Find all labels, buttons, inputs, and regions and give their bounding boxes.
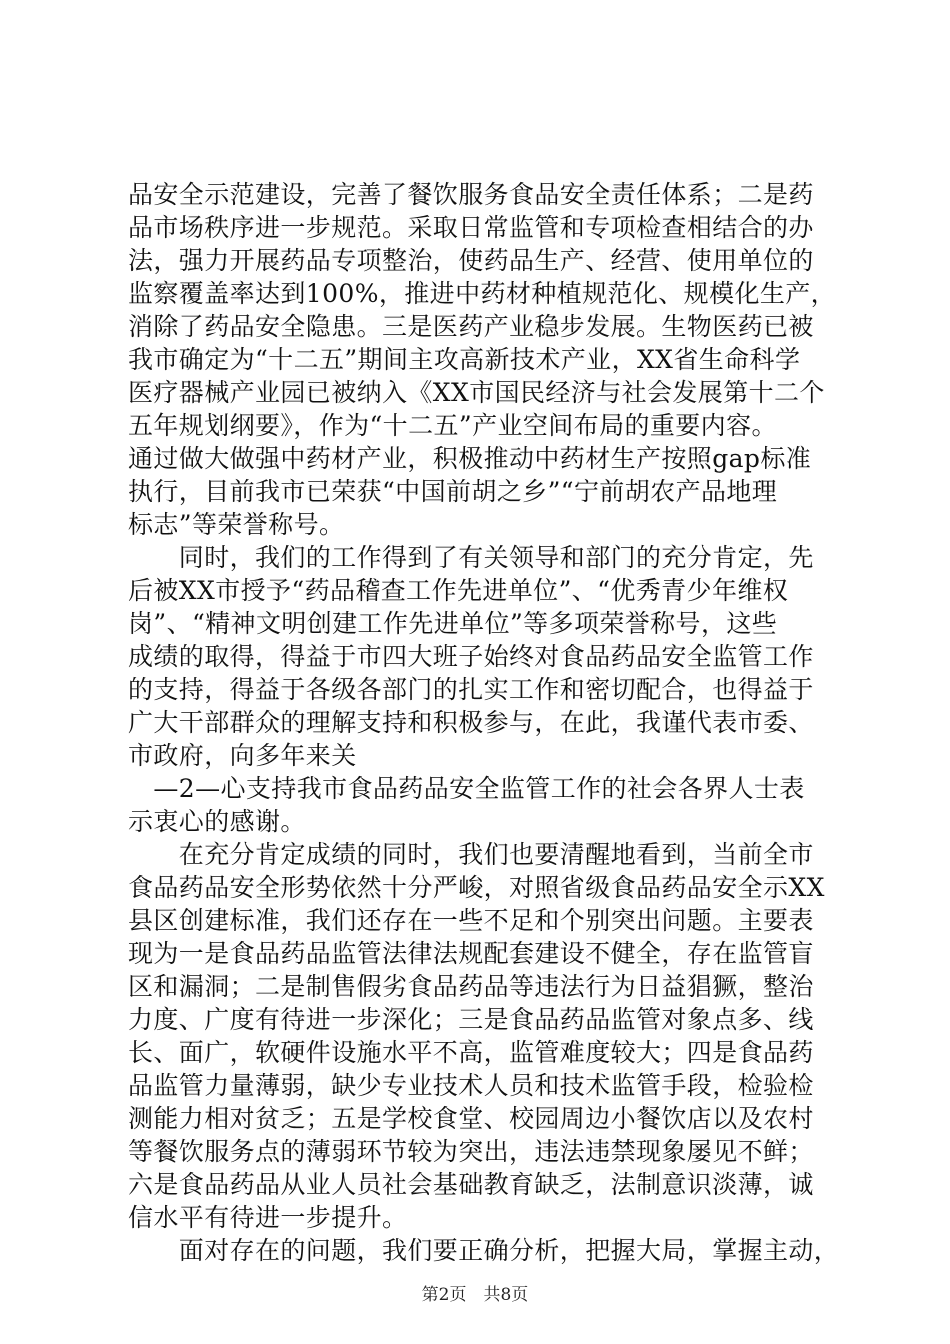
text-line: 消除了药品安全隐患。三是医药产业稳步发展。生物医药已被 bbox=[128, 312, 814, 341]
text-line: 现为一是食品药品监管法律法规配套建设不健全，存在监管盲 bbox=[128, 939, 814, 968]
text-line: 品市场秩序进一步规范。采取日常监管和专项检查相结合的办 bbox=[128, 213, 814, 242]
text-line: 力度、广度有待进一步深化；三是食品药品监管对象点多、线 bbox=[128, 1005, 814, 1034]
text-line: 面对存在的问题，我们要正确分析，把握大局，掌握主动， bbox=[128, 1236, 840, 1265]
text-line: 广大干部群众的理解支持和积极参与，在此，我谨代表市委、 bbox=[128, 708, 814, 737]
text-line: —2—心支持我市食品药品安全监管工作的社会各界人士表 bbox=[128, 774, 805, 803]
text-line: 执行，目前我市已荣获“中国前胡之乡”“宁前胡农产品地理 bbox=[128, 477, 778, 506]
text-line: 同时，我们的工作得到了有关领导和部门的充分肯定，先 bbox=[128, 543, 814, 572]
text-line: 医疗器械产业园已被纳入《XX市国民经济与社会发展第十二个 bbox=[128, 378, 825, 407]
text-line: 标志”等荣誉称号。 bbox=[128, 510, 345, 539]
text-line: 品监管力量薄弱，缺少专业技术人员和技术监管手段，检验检 bbox=[128, 1071, 814, 1100]
text-line: 示衷心的感谢。 bbox=[128, 807, 306, 836]
text-line: 成绩的取得，得益于市四大班子始终对食品药品安全监管工作 bbox=[128, 642, 814, 671]
text-line: 品安全示范建设，完善了餐饮服务食品安全责任体系；二是药 bbox=[128, 180, 814, 209]
text-line: 岗”、“精神文明创建工作先进单位”等多项荣誉称号，这些 bbox=[128, 609, 778, 638]
text-line: 五年规划纲要》，作为“十二五”产业空间布局的重要内容。 bbox=[128, 411, 777, 440]
text-line: 食品药品安全形势依然十分严峻，对照省级食品药品安全示XX bbox=[128, 873, 825, 902]
text-line: 区和漏洞；二是制售假劣食品药品等违法行为日益猖獗，整治 bbox=[128, 972, 814, 1001]
text-line: 县区创建标准，我们还存在一些不足和个别突出问题。主要表 bbox=[128, 906, 814, 935]
text-line: 长、面广，软硬件设施水平不高，监管难度较大；四是食品药 bbox=[128, 1038, 814, 1067]
text-line: 等餐饮服务点的薄弱环节较为突出，违法违禁现象屡见不鲜； bbox=[128, 1137, 814, 1166]
page-number-footer: 第2页 共8页 bbox=[421, 1285, 529, 1305]
text-line: 信水平有待进一步提升。 bbox=[128, 1203, 408, 1232]
text-line: 六是食品药品从业人员社会基础教育缺乏，法制意识淡薄，诚 bbox=[128, 1170, 814, 1199]
text-line: 市政府，向多年来关 bbox=[128, 741, 357, 770]
text-line: 监察覆盖率达到100%，推进中药材种植规范化、规模化生产， bbox=[128, 279, 837, 308]
text-line: 后被XX市授予“药品稽查工作先进单位”、“优秀青少年维权 bbox=[128, 576, 789, 605]
document-body bbox=[128, 178, 840, 1267]
text-line: 我市确定为“十二五”期间主攻高新技术产业，XX省生命科学 bbox=[128, 345, 801, 374]
text-line: 法，强力开展药品专项整治，使药品生产、经营、使用单位的 bbox=[128, 246, 814, 275]
text-line: 的支持，得益于各级各部门的扎实工作和密切配合，也得益于 bbox=[128, 675, 814, 704]
text-line: 测能力相对贫乏；五是学校食堂、校园周边小餐饮店以及农村 bbox=[128, 1104, 814, 1133]
text-line: 在充分肯定成绩的同时，我们也要清醒地看到，当前全市 bbox=[128, 840, 814, 869]
text-line: 通过做大做强中药材产业，积极推动中药材生产按照gap标准 bbox=[128, 444, 812, 473]
